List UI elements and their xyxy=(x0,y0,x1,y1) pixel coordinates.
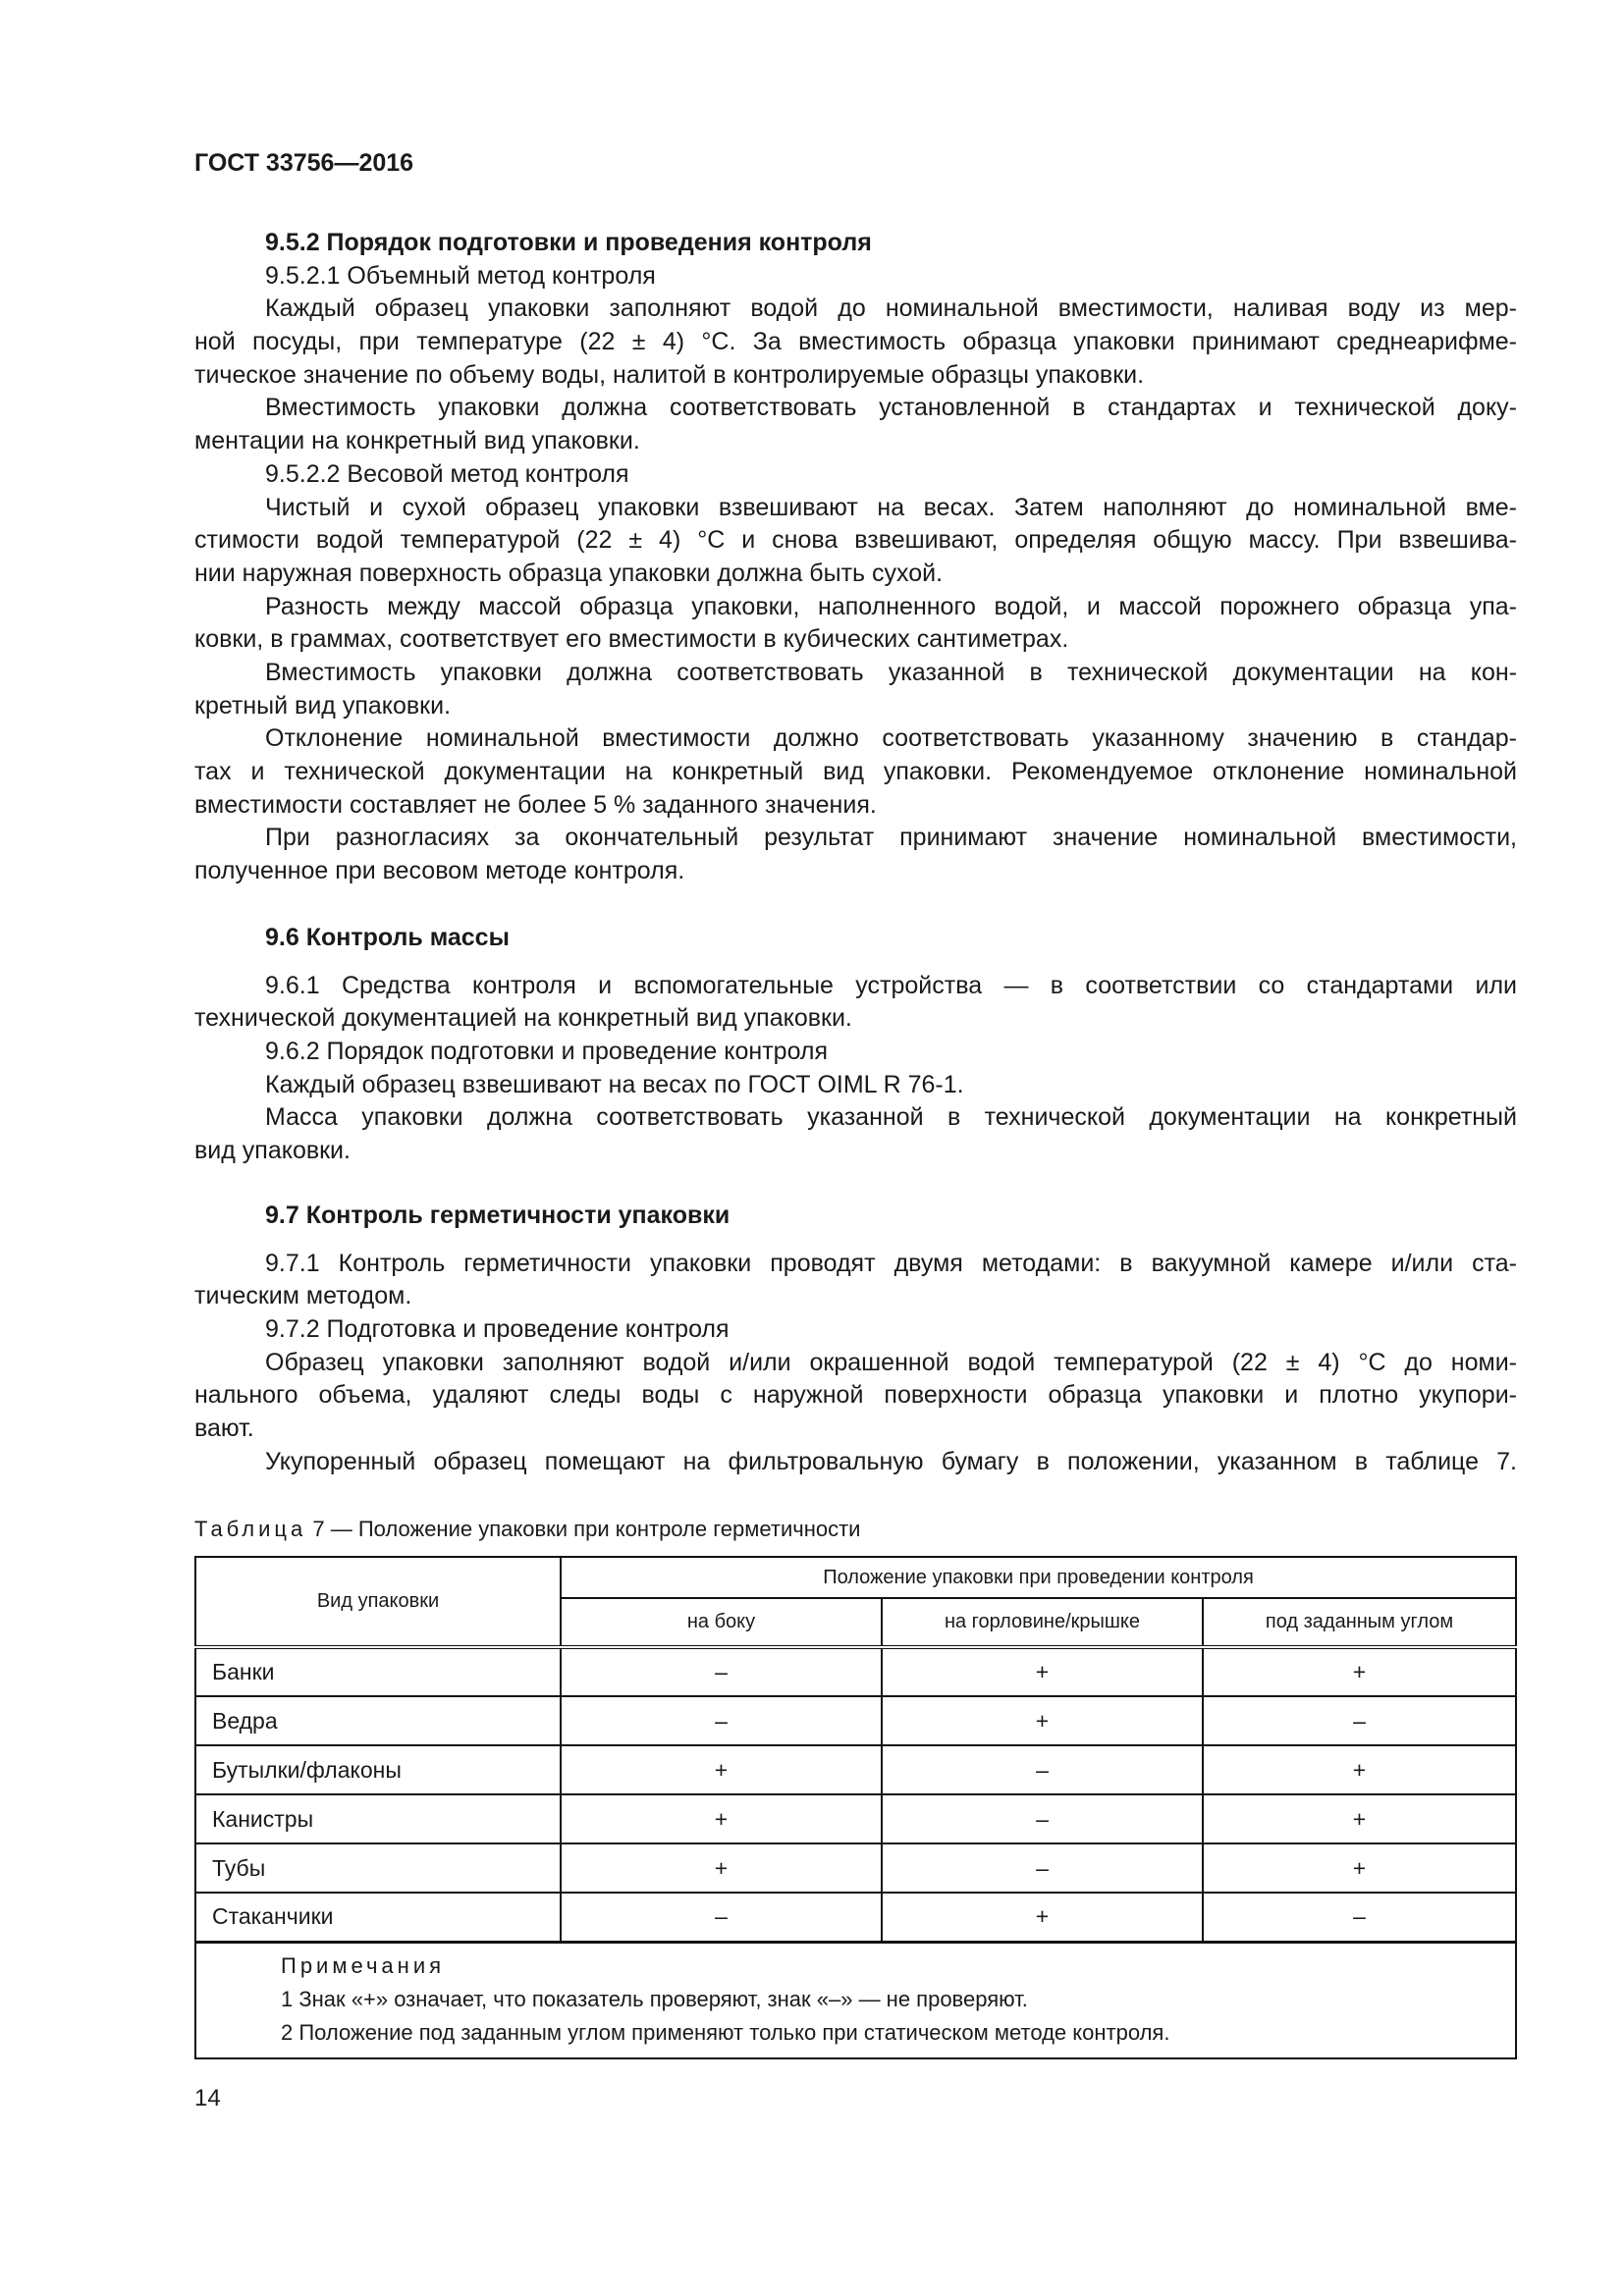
text-line: тах и технической документации на конкретный вид упаковки. Рекомендуемое отклонение номинальной xyxy=(194,758,1517,785)
text-line: ментации на конкретный вид упаковки. xyxy=(194,427,640,455)
text-line: Отклонение номинальной вместимости должно соответствовать указанному значению в стандар- xyxy=(265,724,1517,753)
col-type-header: Вид упаковки xyxy=(195,1557,561,1647)
row-name: Бутылки/флаконы xyxy=(195,1745,561,1794)
text-line: Каждый образец взвешивают на весах по ГОСТ OIML R 76-1. xyxy=(265,1070,964,1098)
tightness-table xyxy=(194,1556,1517,2059)
table-row xyxy=(195,1893,1516,1942)
text-line: Укупоренный образец помещают на фильтровальную бумагу в положении, указанном в таблице 7. xyxy=(265,1447,1517,1475)
document-header: ГОСТ 33756—2016 xyxy=(194,149,414,177)
note: 1 Знак «+» означает, что показатель проверяют, знак «–» — не проверяют. xyxy=(281,1986,1028,2011)
section-heading: 9.5.2 Порядок подготовки и проведения контроля xyxy=(265,229,872,256)
col-header: на горловине/крышке xyxy=(882,1598,1203,1647)
cell-mark: + xyxy=(882,1696,1203,1745)
text-line: Образец упаковки заполняют водой и/или окрашенной водой температурой (22 ± 4) °С до номи- xyxy=(265,1348,1517,1376)
text-line: ковки, в граммах, соответствует его вместимости в кубических сантиметрах. xyxy=(194,625,1069,654)
text-line: технической документацией на конкретный вид упаковки. xyxy=(194,1004,852,1033)
text-line: 9.5.2.1 Объемный метод контроля xyxy=(265,261,656,290)
text-line: При разногласиях за окончательный результат принимают значение номинальной вместимости, xyxy=(265,824,1517,852)
row-name: Ведра xyxy=(195,1696,561,1745)
text-line: Вместимость упаковки должна соответствовать установленной в стандартах и технической доку- xyxy=(265,394,1517,422)
group-header: Положение упаковки при проведении контроля xyxy=(561,1557,1516,1598)
row-name: Банки xyxy=(195,1647,561,1696)
cell-mark: – xyxy=(561,1647,882,1696)
table-row xyxy=(195,1696,1516,1745)
text-line: нального объема, удаляют следы воды с наружной поверхности образца упаковки и плотно укупори- xyxy=(194,1381,1517,1410)
text-line: вают. xyxy=(194,1415,254,1443)
row-name: Канистры xyxy=(195,1794,561,1843)
text-line: Каждый образец упаковки заполняют водой до номинальной вместимости, наливая воду из мер- xyxy=(265,294,1517,323)
caption-prefix: Таблица xyxy=(194,1517,307,1541)
section-heading: 9.7 Контроль герметичности упаковки xyxy=(265,1201,731,1229)
page-number: 14 xyxy=(194,2085,221,2111)
cell-mark: + xyxy=(1203,1647,1516,1696)
text-line: Вместимость упаковки должна соответствовать указанной в технической документации на кон- xyxy=(265,658,1517,686)
table-row xyxy=(195,1794,1516,1843)
col-header: под заданным углом xyxy=(1203,1598,1516,1647)
cell-mark: + xyxy=(561,1745,882,1794)
table-notes xyxy=(195,1942,1516,2058)
cell-mark: – xyxy=(1203,1696,1516,1745)
cell-mark: – xyxy=(561,1696,882,1745)
section-heading: 9.6 Контроль массы xyxy=(265,924,510,951)
text-line: стимости водой температурой (22 ± 4) °С и снова взвешивают, определяя общую массу. При взвешива- xyxy=(194,526,1517,555)
cell-mark: + xyxy=(561,1794,882,1843)
text-line: тическим методом. xyxy=(194,1282,412,1310)
cell-mark: – xyxy=(882,1843,1203,1893)
text-line: 9.6.1 Средства контроля и вспомогательные устройства — в соответствии со стандартами или xyxy=(265,971,1517,999)
cell-mark: – xyxy=(882,1794,1203,1843)
notes-title: Примечания xyxy=(281,1952,446,1978)
cell-mark: – xyxy=(882,1745,1203,1794)
text-line: полученное при весовом методе контроля. xyxy=(194,857,685,885)
text-line: 9.7.2 Подготовка и проведение контроля xyxy=(265,1315,730,1344)
text-line: вид упаковки. xyxy=(194,1137,351,1165)
text-line: Разность между массой образца упаковки, наполненного водой, и массой порожнего образца упа- xyxy=(265,592,1517,620)
text-line: нии наружная поверхность образца упаковки должна быть сухой. xyxy=(194,559,944,587)
text-line: 9.7.1 Контроль герметичности упаковки проводят двумя методами: в вакуумной камере и/или ста- xyxy=(265,1249,1517,1277)
text-line: 9.6.2 Порядок подготовки и проведение контроля xyxy=(265,1038,829,1066)
table-row xyxy=(195,1647,1516,1696)
text-line: ной посуды, при температуре (22 ± 4) °С. За вместимость образца упаковки принимают среднеарифме- xyxy=(194,328,1517,356)
section-9-7 xyxy=(194,1200,1517,1479)
cell-mark: + xyxy=(1203,1843,1516,1893)
cell-mark: + xyxy=(561,1843,882,1893)
cell-mark: + xyxy=(882,1893,1203,1942)
text-line: кретный вид упаковки. xyxy=(194,691,452,720)
cell-mark: – xyxy=(1203,1893,1516,1942)
section-9-6 xyxy=(194,922,1517,1168)
text-line: тическое значение по объему воды, налитой в контролируемые образцы упаковки. xyxy=(194,360,1145,389)
table-row xyxy=(195,1843,1516,1893)
table-caption xyxy=(194,1513,860,1546)
cell-mark: + xyxy=(882,1647,1203,1696)
note: 2 Положение под заданным углом применяют только при статическом методе контроля. xyxy=(281,2019,1170,2045)
text-line: вместимости составляет не более 5 % заданного значения. xyxy=(194,790,877,819)
row-name: Тубы xyxy=(195,1843,561,1893)
caption-text: 7 — Положение упаковки при контроле герметичности xyxy=(306,1517,861,1541)
cell-mark: + xyxy=(1203,1794,1516,1843)
text-line: Масса упаковки должна соответствовать указанной в технической документации на конкретный xyxy=(265,1103,1517,1132)
row-name: Стаканчики xyxy=(195,1893,561,1942)
cell-mark: – xyxy=(561,1893,882,1942)
cell-mark: + xyxy=(1203,1745,1516,1794)
table-row xyxy=(195,1745,1516,1794)
text-line: Чистый и сухой образец упаковки взвешивают на весах. Затем наполняют до номинальной вме- xyxy=(265,493,1517,521)
col-header: на боку xyxy=(561,1598,882,1647)
section-9-5-2 xyxy=(194,227,1517,888)
text-line: 9.5.2.2 Весовой метод контроля xyxy=(265,459,629,488)
